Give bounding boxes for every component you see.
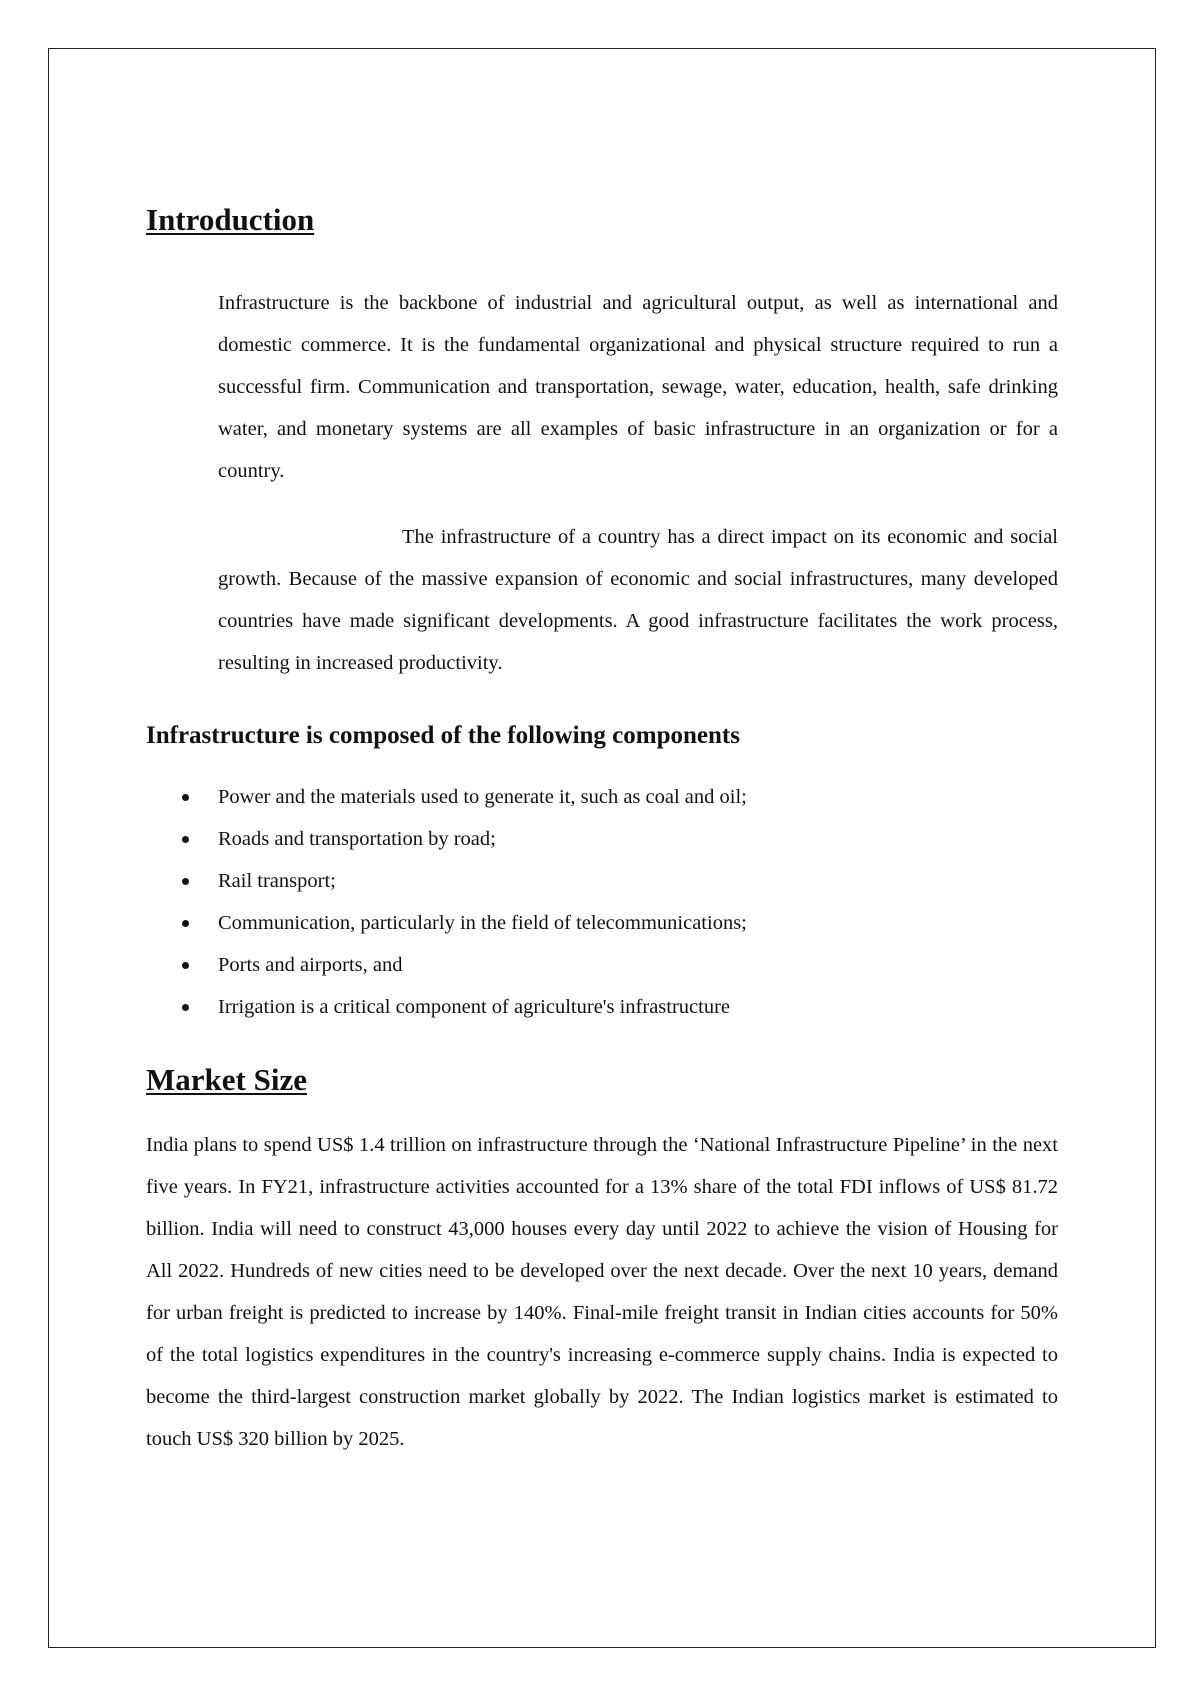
list-item-text: Power and the materials used to generate it, such as coal and oil;	[218, 786, 747, 808]
components-heading: Infrastructure is composed of the following components	[146, 722, 740, 749]
list-item	[146, 986, 1046, 1028]
bullet-icon	[182, 920, 189, 927]
bullet-icon	[182, 836, 189, 843]
introduction-heading: Introduction	[146, 202, 315, 237]
bullet-icon	[182, 962, 189, 969]
bullet-icon	[182, 878, 189, 885]
list-item	[146, 944, 1046, 986]
list-item-text: Roads and transportation by road;	[218, 828, 496, 850]
list-item-text: Communication, particularly in the field of telecommunications;	[218, 912, 747, 934]
list-item-text: Ports and airports, and	[218, 954, 403, 976]
market-size-heading: Market Size	[146, 1062, 307, 1097]
bullet-icon	[182, 794, 189, 801]
list-item-text: Irrigation is a critical component of agriculture's infrastructure	[218, 996, 731, 1018]
introduction-paragraph-2: The infrastructure of a country has a direct impact on its economic and social growth. Because of the massive expansion of economic and social infrastructures, many developed countries have made significant developments. A good infrastructure facilitates the work process, resulting in increased productivity.	[218, 526, 1058, 674]
introduction-paragraph-1: Infrastructure is the backbone of industrial and agricultural output, as well as international and domestic commerce. It is the fundamental organizational and physical structure required to run a successful firm. Communication and transportation, sewage, water, education, health, safe drinking water, and monetary systems are all examples of basic infrastructure in an organization or for a country.	[218, 292, 1058, 482]
market-size-paragraph: India plans to spend US$ 1.4 trillion on infrastructure through the ‘National Infrastructure Pipeline’ in the next five years. In FY21, infrastructure activities accounted for a 13% share of the total FDI inflows of US$ 81.72 billion. India will need to construct 43,000 houses every day until 2022 to achieve the vision of Housing for All 2022. Hundreds of new cities need to be developed over the next decade. Over the next 10 years, demand for urban freight is predicted to increase by 140%. Final-mile freight transit in Indian cities accounts for 50% of the total logistics expenditures in the country's increasing e-commerce supply chains. India is expected to become the third-largest construction market globally by 2022. The Indian logistics market is estimated to touch US$ 320 billion by 2025.	[146, 1134, 1058, 1450]
list-item-text: Rail transport;	[218, 870, 336, 892]
bullet-icon	[182, 1004, 189, 1011]
list-item	[146, 818, 1046, 860]
components-list	[146, 776, 1046, 1028]
list-item	[146, 776, 1046, 818]
list-item	[146, 860, 1046, 902]
list-item	[146, 902, 1046, 944]
